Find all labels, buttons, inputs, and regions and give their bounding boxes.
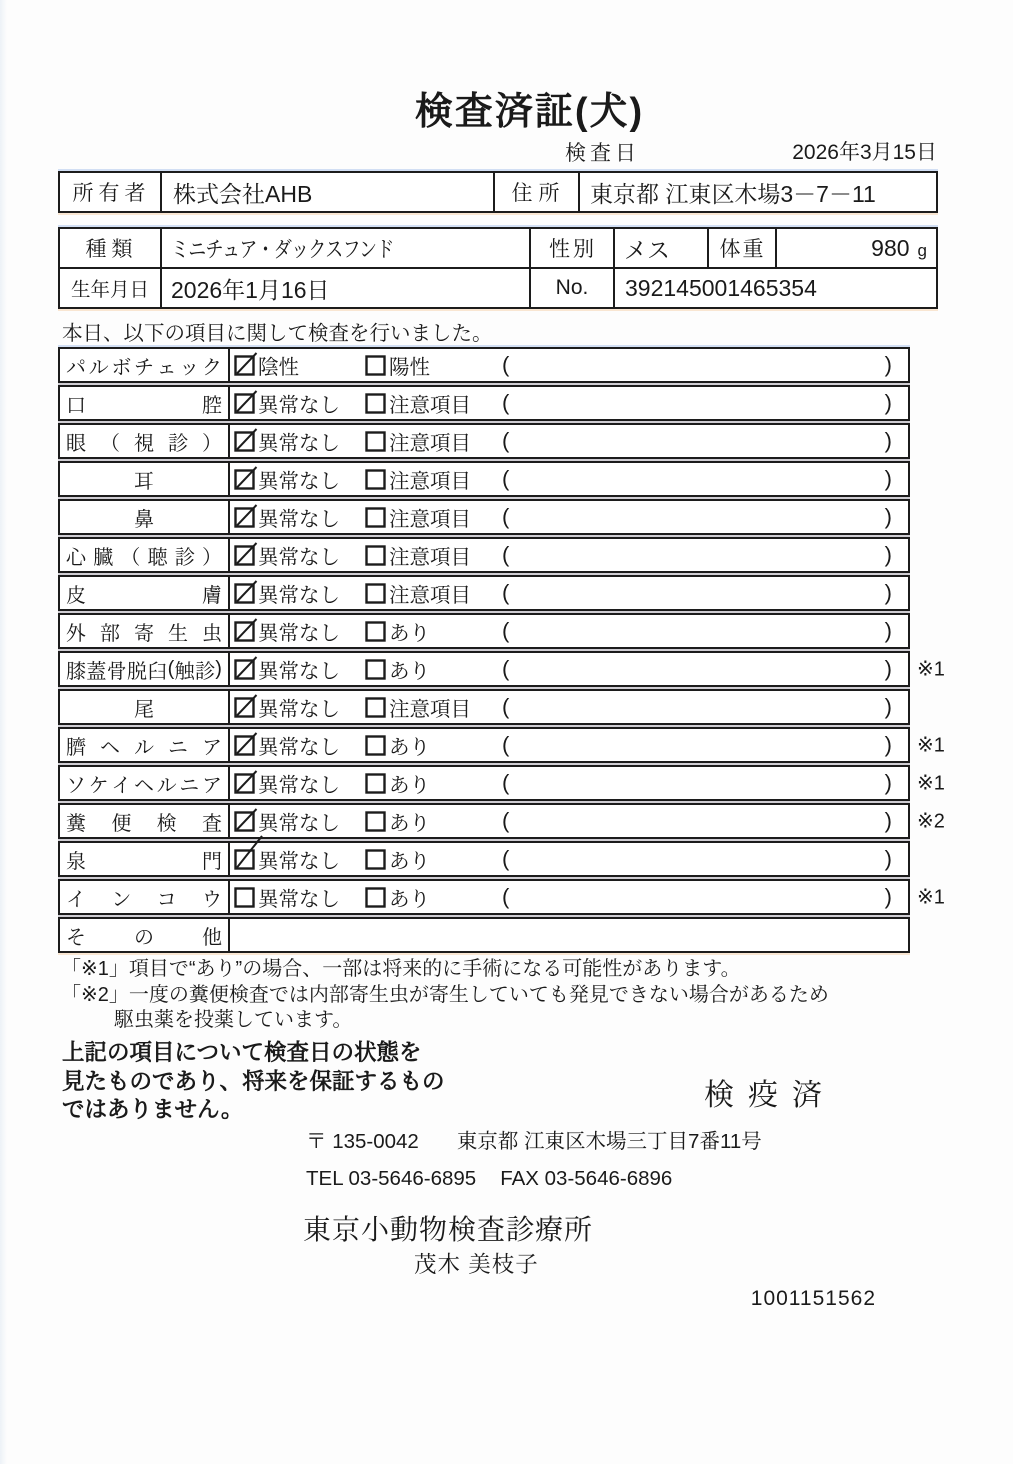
clinic-postal-address (306, 1124, 762, 1154)
serial-number: 1001151562 (750, 1287, 876, 1310)
exam-item-label: 耳 (60, 463, 230, 495)
checkbox-unchecked-icon (365, 545, 386, 566)
checkbox-unchecked-icon (365, 773, 386, 794)
exam-option-label: 異常なし (258, 888, 340, 911)
paren-open: ( (502, 352, 510, 377)
exam-item-label: 皮 膚 (60, 577, 230, 609)
checkbox-unchecked-icon (365, 583, 386, 604)
exam-option-label: 異常なし (258, 508, 340, 531)
checkbox-unchecked-icon (365, 431, 386, 452)
paren-open: ( (502, 466, 510, 491)
exam-item-label: 糞 便 検 査 (60, 805, 230, 837)
checkbox-unchecked-icon (365, 469, 386, 490)
checkbox-unchecked-icon (365, 393, 386, 414)
checkbox-unchecked-icon (365, 507, 386, 528)
exam-option (365, 692, 471, 722)
disclaimer-statement (62, 1039, 445, 1125)
exam-option-label: あり (389, 774, 430, 797)
exam-option (234, 464, 340, 494)
paren-close: ) (884, 808, 892, 833)
exam-option-label: 陽性 (389, 356, 430, 379)
exam-option (365, 768, 430, 798)
paren-close: ) (884, 352, 892, 377)
paren-open: ( (502, 656, 510, 681)
exam-option-label: 注意項目 (389, 508, 471, 531)
weight-label: 体重 (709, 229, 777, 267)
number-value: 392145001465354 (625, 274, 817, 301)
exam-option (365, 578, 471, 608)
exam-option (365, 540, 471, 570)
paren-open: ( (502, 504, 510, 529)
quarantine-passed-stamp: 検疫済 (704, 1079, 836, 1112)
exam-item-label: 臍 ヘ ル ニ ア (60, 729, 230, 761)
exam-item-label: 泉 門 (60, 843, 230, 875)
exam-option (234, 730, 340, 760)
exam-row (58, 537, 910, 573)
exam-item-label: パ ル ボ チ ェ ッ ク (60, 349, 230, 381)
exam-option-label: 異常なし (258, 660, 340, 683)
paren-close: ) (884, 618, 892, 643)
breed-label: 種類 (60, 229, 162, 267)
address-value: 東京都 江東区木場3－7－11 (590, 180, 876, 207)
exam-item-label: ソ ケ イ ヘ ル ニ ア (60, 767, 230, 799)
paren-open: ( (502, 618, 510, 643)
paren-open: ( (502, 542, 510, 567)
exam-option-label: 異常なし (258, 584, 340, 607)
exam-option (365, 844, 430, 874)
checkbox-checked-icon (234, 849, 255, 870)
exam-option (365, 464, 471, 494)
exam-results-table (58, 347, 945, 953)
exam-option-label: 異常なし (258, 622, 340, 645)
checkbox-checked-icon (234, 621, 255, 642)
checkbox-unchecked-icon (365, 887, 386, 908)
exam-row (58, 613, 910, 649)
exam-item-label: 膝 蓋 骨 脱 臼 ( 触 診 ) (60, 653, 230, 685)
exam-item-label: 眼 （ 視 診 ） (60, 425, 230, 457)
paren-close: ) (884, 694, 892, 719)
number-label: No. (531, 269, 615, 307)
birthdate-label: 生年月日 (60, 269, 162, 307)
footnote-2: 「※2」一度の糞便検査では内部寄生虫が寄生していても発見できない場合があるため (61, 983, 829, 1006)
paren-open: ( (502, 694, 510, 719)
checkbox-unchecked-icon (365, 659, 386, 680)
checkbox-unchecked-icon (365, 735, 386, 756)
paren-open: ( (502, 732, 510, 757)
disclaimer-line: ではありません。 (62, 1097, 244, 1122)
paren-close: ) (884, 846, 892, 871)
clinic-street-address: 東京都 江東区木場三丁目7番11号 (456, 1130, 762, 1153)
checkbox-checked-icon (234, 507, 255, 528)
disclaimer-line: 見たものであり、将来を保証するもの (62, 1068, 445, 1094)
exam-option-label: 陰性 (258, 356, 299, 379)
exam-option-label: 注意項目 (389, 546, 471, 569)
exam-option-label: 異常なし (258, 698, 340, 721)
clinic-name: 東京小動物検査診療所 (303, 1214, 594, 1245)
document-title: 検査済証(犬) (414, 91, 645, 133)
checkbox-unchecked-icon (234, 887, 255, 908)
exam-option-label: あり (389, 622, 430, 645)
animal-info-table (58, 227, 938, 309)
checkbox-unchecked-icon (365, 849, 386, 870)
exam-option (234, 350, 299, 380)
paren-close: ) (884, 732, 892, 757)
paren-open: ( (502, 770, 510, 795)
exam-option (234, 844, 340, 874)
checkbox-checked-icon (234, 811, 255, 832)
exam-option-label: あり (389, 736, 430, 759)
paren-close: ) (884, 580, 892, 605)
checkbox-checked-icon (234, 393, 255, 414)
owner-address-table (58, 171, 938, 213)
checkbox-unchecked-icon (365, 355, 386, 376)
inspection-date-label: 検査日 (565, 142, 640, 165)
postal-code: 〒 135-0042 (306, 1130, 419, 1153)
exam-row (58, 689, 910, 725)
paren-close: ) (884, 656, 892, 681)
checkbox-checked-icon (234, 469, 255, 490)
clinic-fax: FAX 03-5646-6896 (500, 1167, 673, 1190)
breed-value: ミニチュア・ダックスフンド (162, 229, 531, 267)
exam-item-label: 心 臓 （ 聴 診 ） (60, 539, 230, 571)
exam-option (234, 540, 340, 570)
exam-item-label: 口 腔 (60, 387, 230, 419)
owner-value: 株式会社AHB (162, 173, 495, 211)
paren-close: ) (884, 428, 892, 453)
exam-option (234, 388, 340, 418)
exam-item-label: そ の 他 (60, 919, 230, 951)
exam-option-label: 異常なし (258, 736, 340, 759)
exam-option (365, 388, 471, 418)
row-note-marker: ※2 (917, 810, 945, 833)
checkbox-unchecked-icon (365, 811, 386, 832)
exam-row (58, 385, 910, 421)
exam-option (234, 616, 340, 646)
paren-close: ) (884, 884, 892, 909)
exam-option (234, 502, 340, 532)
exam-option-label: 異常なし (258, 812, 340, 835)
exam-item-label: 尾 (60, 691, 230, 723)
sex-label: 性別 (531, 229, 615, 267)
paren-open: ( (502, 808, 510, 833)
intro-sentence: 本日、以下の項目に関して検査を行いました。 (62, 322, 493, 345)
exam-option-label: あり (389, 660, 430, 683)
checkbox-unchecked-icon (365, 697, 386, 718)
exam-option (365, 882, 430, 912)
exam-row (58, 651, 945, 687)
footnotes (61, 957, 829, 1034)
clinic-tel: TEL 03-5646-6895 (306, 1167, 477, 1190)
footnote-1: 「※1」項目で“あり”の場合、一部は将来的に手術になる可能性があります。 (61, 958, 741, 980)
exam-item-label: 外 部 寄 生 虫 (60, 615, 230, 647)
exam-row (58, 727, 945, 763)
exam-option-label: 注意項目 (389, 394, 471, 417)
exam-option (365, 502, 471, 532)
exam-option-label: 異常なし (258, 774, 340, 797)
exam-option-label: あり (389, 888, 430, 911)
row-note-marker: ※1 (917, 886, 945, 909)
footnote-2-continued: 駆虫薬を投薬しています。 (114, 1009, 353, 1031)
paren-open: ( (502, 884, 510, 909)
exam-option (365, 654, 430, 684)
inspection-date-value: 2026年3月15日 (792, 141, 937, 164)
checkbox-checked-icon (234, 545, 255, 566)
exam-row (58, 879, 945, 915)
checkbox-checked-icon (234, 583, 255, 604)
row-note-marker: ※1 (917, 772, 945, 795)
exam-row (58, 461, 910, 497)
paren-close: ) (884, 770, 892, 795)
exam-option (365, 806, 430, 836)
exam-option (234, 578, 340, 608)
exam-option (365, 426, 471, 456)
exam-option (234, 768, 340, 798)
paren-open: ( (502, 428, 510, 453)
weight-unit: g (917, 240, 927, 260)
row-note-marker: ※1 (917, 734, 945, 757)
exam-option (365, 616, 430, 646)
paren-close: ) (884, 466, 892, 491)
exam-row (58, 423, 910, 459)
checkbox-checked-icon (234, 735, 255, 756)
exam-option (234, 426, 340, 456)
checkbox-checked-icon (234, 697, 255, 718)
checkbox-checked-icon (234, 355, 255, 376)
exam-option-label: あり (389, 812, 430, 835)
paren-close: ) (884, 390, 892, 415)
exam-option-label: あり (389, 850, 430, 873)
disclaimer-line: 上記の項目について検査日の状態を (62, 1040, 422, 1065)
weight-value: 980 g (871, 234, 927, 261)
exam-option-label: 注意項目 (389, 432, 471, 455)
exam-item-label: 鼻 (60, 501, 230, 533)
exam-row (58, 347, 910, 383)
checkbox-unchecked-icon (365, 621, 386, 642)
paren-open: ( (502, 580, 510, 605)
checkbox-checked-icon (234, 773, 255, 794)
exam-option (365, 730, 430, 760)
owner-label: 所有者 (60, 173, 162, 211)
exam-option-label: 異常なし (258, 850, 340, 873)
exam-option-label: 注意項目 (389, 584, 471, 607)
row-note-marker: ※1 (917, 658, 945, 681)
exam-item-label: イ ン コ ウ (60, 881, 230, 913)
exam-option-label: 異常なし (258, 546, 340, 569)
checkbox-checked-icon (234, 431, 255, 452)
paren-open: ( (502, 846, 510, 871)
paren-open: ( (502, 390, 510, 415)
exam-option-label: 異常なし (258, 470, 340, 493)
exam-option (234, 806, 340, 836)
exam-option-label: 注意項目 (389, 698, 471, 721)
exam-option (234, 882, 340, 912)
birthdate-value: 2026年1月16日 (162, 269, 531, 307)
exam-option-label: 異常なし (258, 394, 340, 417)
exam-row (58, 841, 910, 877)
veterinarian-name: 茂木 美枝子 (414, 1252, 539, 1277)
address-label: 住所 (495, 173, 580, 211)
exam-row (58, 917, 910, 953)
paren-close: ) (884, 542, 892, 567)
clinic-phone-line (306, 1167, 672, 1191)
checkbox-checked-icon (234, 659, 255, 680)
exam-row (58, 499, 910, 535)
paren-close: ) (884, 504, 892, 529)
exam-row (58, 575, 910, 611)
exam-option-label: 注意項目 (389, 470, 471, 493)
exam-option (234, 692, 340, 722)
exam-option (234, 654, 340, 684)
sex-value: メス (615, 229, 709, 267)
exam-row (58, 803, 945, 839)
exam-option-label: 異常なし (258, 432, 340, 455)
exam-row (58, 765, 945, 801)
exam-option (365, 350, 430, 380)
